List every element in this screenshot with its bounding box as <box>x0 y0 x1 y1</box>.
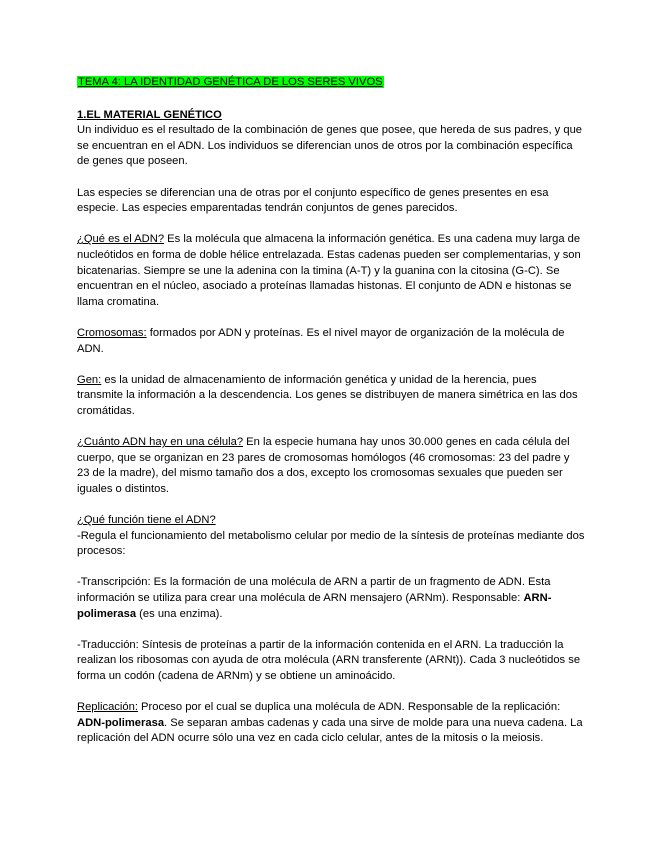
paragraph-cromosomas <box>77 326 585 357</box>
section-heading <box>77 108 585 124</box>
gen-text: es la unidad de almacenamiento de información genética y unidad de la herencia, pues transmite la información a la descendencia. Los genes se distribuyen de manera simétrica en las dos cromátidas. <box>77 373 578 417</box>
paragraph-transcripcion <box>77 575 585 622</box>
replicacion-term: Replicación: <box>77 701 138 714</box>
funcion-term: ¿Qué función tiene el ADN? <box>77 514 216 527</box>
paragraph-individuo: Un individuo es el resultado de la combinación de genes que posee, que hereda de sus padres, y que se encuentran en el ADN. Los individuos se diferencian unos de otros por la combinación específica de genes que poseen. <box>77 124 583 168</box>
cuanto-term: ¿Cuánto ADN hay en una célula? <box>77 436 244 449</box>
paragraph-traduccion: -Traducción: Síntesis de proteínas a partir de la información contenida en el ARN. La traducción la realizan los ribosomas con ayuda de otra molécula (ARN transferente (ARNt)). Cada 3 nucleótidos se forma un codón (cadena de ARNm) y se obtiene un aminoácido. <box>77 638 581 682</box>
paragraph-adn <box>77 232 585 310</box>
title-line <box>77 75 585 91</box>
paragraph-especies: Las especies se diferencian una de otras por el conjunto específico de genes presentes en esa especie. Las especies emparentadas tendrán conjuntos de genes parecidos. <box>77 186 549 215</box>
replicacion-tail: . Se separan ambas cadenas y cada una sirve de molde para una nueva cadena. La replicación del ADN ocurre sólo una vez en cada ciclo celular, antes de la mitosis o la meiosis. <box>77 716 583 745</box>
section1-heading: 1.EL MATERIAL GENÉTICO <box>77 108 222 121</box>
cromosomas-term: Cromosomas: <box>77 326 147 339</box>
transcripcion-text: -Transcripción: Es la formación de una molécula de ARN a partir de un fragmento de ADN. Esta información se utiliza para crear una molécula de ARN mensajero (ARNm). Responsable: <box>77 576 551 604</box>
transcripcion-enzyme: ARN-polimerasa <box>77 592 552 620</box>
cuanto-text: En la especie humana hay unos 30.000 genes en cada célula del cuerpo, que se organizan en 23 pares de cromosomas homólogos (46 cromosomas: 23 del padre y 23 de la madre), del mismo tamaño dos a dos, excepto los cromosomas sexuales que pueden ser iguales o distintos. <box>77 436 570 495</box>
funcion-heading <box>77 513 585 529</box>
paragraph-funcion: -Regula el funcionamiento del metabolismo celular por medio de la síntesis de proteínas mediante dos procesos: <box>77 529 585 558</box>
replicacion-enzyme: ADN-polimerasa <box>77 716 165 729</box>
document-title: TEMA 4: LA IDENTIDAD GENÉTICA DE LOS SERES VIVOS <box>78 76 383 88</box>
cromosomas-text: formados por ADN y proteínas. Es el nivel mayor de organización de la molécula de ADN. <box>77 326 565 355</box>
paragraph-gen <box>77 373 585 420</box>
transcripcion-tail: (es una enzima). <box>136 607 223 620</box>
adn-text: Es la molécula que almacena la información genética. Es una cadena muy larga de nucleótidos en forma de doble hélice entrelazada. Estas cadenas pueden ser complementarias, y son bicatenarias. Siempre se une la adenina con la timina (A-T) y la guanina con la citosina (G-C). Se encuentran en el núcleo, asociado a proteínas llamadas histonas. El conjunto de ADN e histonas se llama cromatina. <box>77 233 581 308</box>
replicacion-text: Proceso por el cual se duplica una molécula de ADN. Responsable de la replicación: <box>137 701 561 714</box>
paragraph-cuanto-adn <box>77 435 585 497</box>
gen-term: Gen: <box>77 373 102 386</box>
adn-term: ¿Qué es el ADN? <box>77 233 165 246</box>
paragraph-replicacion <box>77 700 585 747</box>
